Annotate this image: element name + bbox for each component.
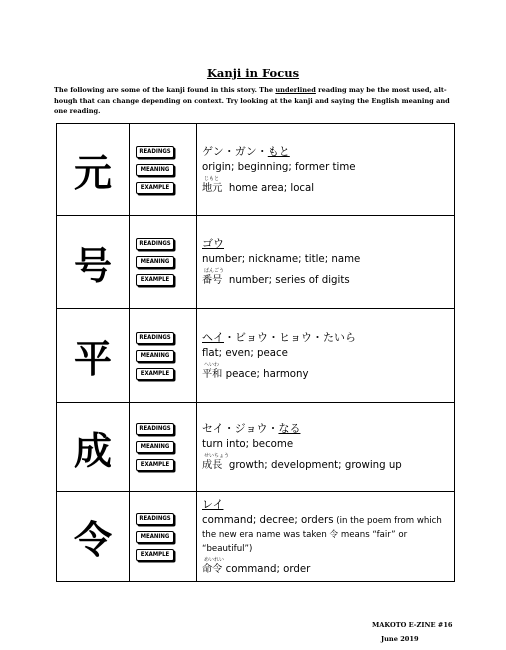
meaning-text: flat; even; peace	[202, 347, 288, 359]
example-label: EXAMPLE	[136, 368, 174, 380]
meaning-text	[202, 514, 454, 556]
meaning-label: MEANING	[136, 441, 174, 453]
label-column	[130, 492, 197, 582]
example-word: 番号	[202, 275, 223, 286]
readings-underlined: なる	[278, 422, 301, 435]
kanji-character: 平	[57, 309, 130, 403]
footer-zine-title: MAKOTO E-ZINE #16	[372, 621, 453, 629]
kanji-row	[57, 216, 455, 309]
kanji-character: 令	[57, 492, 130, 582]
label-column	[130, 124, 197, 216]
readings-label: READINGS	[136, 332, 174, 344]
kanji-details	[197, 309, 455, 403]
readings-text	[202, 145, 454, 159]
example-word: 平和	[202, 368, 223, 380]
kanji-details	[197, 403, 455, 492]
readings-text	[202, 422, 454, 436]
page-title: Kanji in Focus	[206, 66, 300, 80]
kanji-row	[57, 492, 455, 582]
readings-plain: ゲン・ガン・	[202, 144, 268, 158]
label-column	[130, 216, 197, 309]
meaning-main: command; decree; orders	[202, 514, 334, 526]
kanji-table	[56, 123, 455, 582]
intro-underlined-word: underlined	[275, 86, 316, 94]
example-block	[202, 453, 454, 472]
kanji-character: 成	[57, 403, 130, 492]
example-word: 成長	[202, 460, 223, 471]
readings-plain: セイ・ジョウ・	[202, 422, 279, 435]
meaning-text: origin; beginning; former time	[202, 161, 356, 173]
readings-label: READINGS	[136, 238, 174, 250]
meaning-text: turn into; become	[202, 439, 294, 450]
example-label: EXAMPLE	[136, 459, 174, 471]
example-furigana: ばんごう	[204, 268, 225, 274]
example-label: EXAMPLE	[136, 182, 174, 194]
meaning-text: number; nickname; title; name	[202, 254, 361, 265]
readings-underlined: もと	[267, 144, 290, 158]
example-block	[202, 557, 454, 576]
intro-part2: reading may be the most used, alt-hough that can change depending on context. Try looking at the kanji and saying the English meaning and one reading.	[54, 86, 450, 115]
kanji-row	[57, 309, 455, 403]
example-furigana: へいわ	[204, 361, 220, 368]
kanji-details	[197, 124, 455, 216]
kanji-character: 号	[57, 216, 130, 309]
example-meaning: home area; local	[228, 182, 315, 194]
readings-underlined: ゴウ	[202, 237, 224, 250]
readings-label: READINGS	[136, 146, 174, 158]
readings-text	[202, 331, 454, 345]
kanji-details	[197, 492, 455, 582]
readings-rest: ・ビョウ・ヒョウ・たいら	[224, 330, 356, 344]
intro-part1: The following are some of the kanji found in this story. The	[54, 86, 276, 94]
readings-label: READINGS	[136, 423, 174, 435]
meaning-label: MEANING	[136, 164, 174, 176]
example-meaning: number; series of digits	[228, 275, 350, 286]
readings-text	[202, 237, 454, 251]
meaning-label: MEANING	[136, 350, 174, 362]
example-block	[202, 176, 454, 195]
kanji-details	[197, 216, 455, 309]
readings-underlined: ヘイ	[202, 330, 224, 344]
example-word: 命令	[202, 563, 223, 575]
example-label: EXAMPLE	[136, 549, 174, 561]
example-meaning: command; order	[225, 563, 311, 575]
meaning-label: MEANING	[136, 531, 174, 543]
label-column	[130, 309, 197, 403]
example-meaning: growth; development; growing up	[228, 460, 402, 471]
example-word: 地元	[202, 182, 223, 194]
kanji-character: 元	[57, 124, 130, 216]
example-block	[202, 268, 454, 287]
example-block	[202, 362, 454, 381]
footer-date: June 2019	[381, 635, 419, 643]
example-furigana: めいれい	[204, 556, 225, 563]
readings-text	[202, 498, 454, 512]
kanji-row	[57, 403, 455, 492]
readings-underlined: レイ	[202, 497, 224, 511]
example-furigana: せいちょう	[204, 453, 230, 459]
example-meaning: peace; harmony	[225, 368, 309, 380]
kanji-row	[57, 124, 455, 216]
example-label: EXAMPLE	[136, 274, 174, 286]
readings-label: READINGS	[136, 513, 174, 525]
meaning-note: (in the poem from which the new era name was taken 令 means “fair” or “beautiful”)	[202, 515, 442, 554]
intro-text	[54, 85, 454, 117]
meaning-label: MEANING	[136, 256, 174, 268]
label-column	[130, 403, 197, 492]
example-furigana: じもと	[204, 175, 220, 182]
